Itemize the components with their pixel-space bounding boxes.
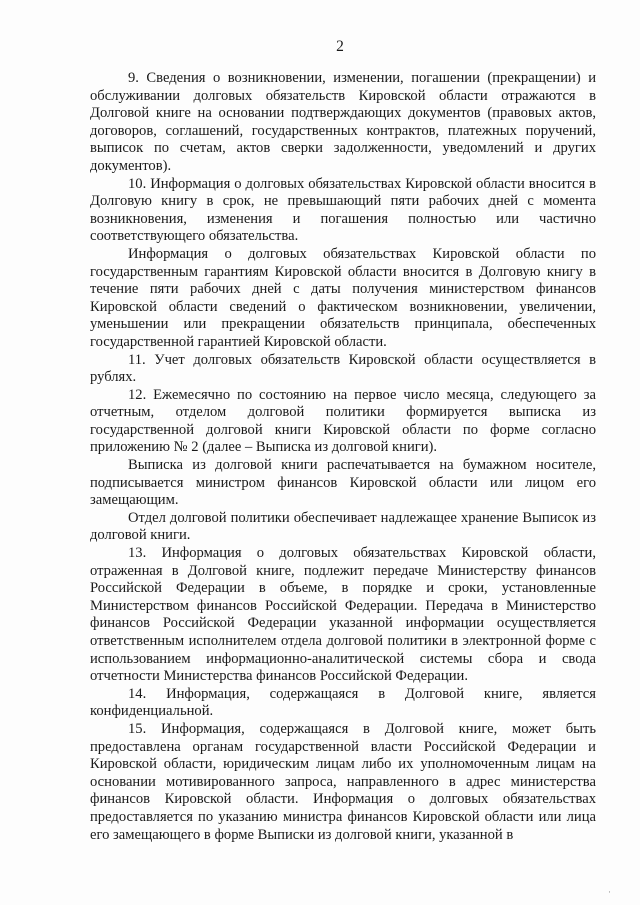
page-number: 2 <box>336 38 344 55</box>
paragraph-14: 14. Информация, содержащаяся в Долговой книге, является конфиденциальной. <box>90 685 596 720</box>
paragraph-10: 10. Информация о долговых обязательствах Кировской области вносится в Долговую книгу в срок, не превышающий пяти рабочих дней с момента возникновения, изменения и погашения полностью или частично соответствующего обязательства. <box>90 175 596 245</box>
paragraph-13: 13. Информация о долговых обязательствах Кировской области, отраженная в Долговой книге, подлежит передаче Министерству финансов Российской Федерации в объеме, в порядке и сроки, установленные Министерством финансов Российской Федерации. Передача в Министерство финансов Российской Федерации указанной информации осуществляется ответственным исполнителем отдела долговой политики в электронной форме с использованием информационно-аналитической системы сбора и свода отчетности Министерства финансов Российской Федерации. <box>90 545 596 685</box>
paragraph-12-printing: Выписка из долговой книги распечатывается на бумажном носителе, подписывается министром финансов Кировской области или лицом его замещающим. <box>90 457 596 509</box>
paragraph-10-guarantees: Информация о долговых обязательствах Кировской области по государственным гарантиям Кировской области вносится в Долговую книгу в течение пяти рабочих дней с даты получения министерством финансов Кировской области сведений о фактическом возникновении, увеличении, уменьшении или прекращении обязательств принципала, обеспеченных государственной гарантией Кировской области. <box>90 245 596 350</box>
paragraph-12-storage: Отдел долговой политики обеспечивает надлежащее хранение Выписок из долговой книги. <box>90 509 596 544</box>
paragraph-11: 11. Учет долговых обязательств Кировской области осуществляется в рублях. <box>90 351 596 386</box>
paragraph-15: 15. Информация, содержащаяся в Долговой книге, может быть предоставлена органам государственной власти Российской Федерации и Кировской области, юридическим лицам либо их уполномоченным лицам на основании мотивированного запроса, направленного в адрес министерства финансов Кировской области. Информация о долговых обязательствах предоставляется по указанию министра финансов Кировской области или лица его замещающего в форме Выписки из долговой книги, указанной в <box>90 720 596 843</box>
paragraph-12: 12. Ежемесячно по состоянию на первое число месяца, следующего за отчетным, отделом долговой политики формируется выписка из государственной долговой книги Кировской области по форме согласно приложению № 2 (далее – Выписка из долговой книги). <box>90 386 596 456</box>
scan-mark: · <box>608 887 611 897</box>
paragraph-9: 9. Сведения о возникновении, изменении, погашении (прекращении) и обслуживании долговых обязательств Кировской области отражаются в Долговой книге на основании подтверждающих документов (правовых актов, договоров, соглашений, государственных контрактов, платежных поручений, выписок по счетам, актов сверки задолженности, уведомлений и других документов). <box>90 70 596 174</box>
document-body <box>90 70 596 844</box>
